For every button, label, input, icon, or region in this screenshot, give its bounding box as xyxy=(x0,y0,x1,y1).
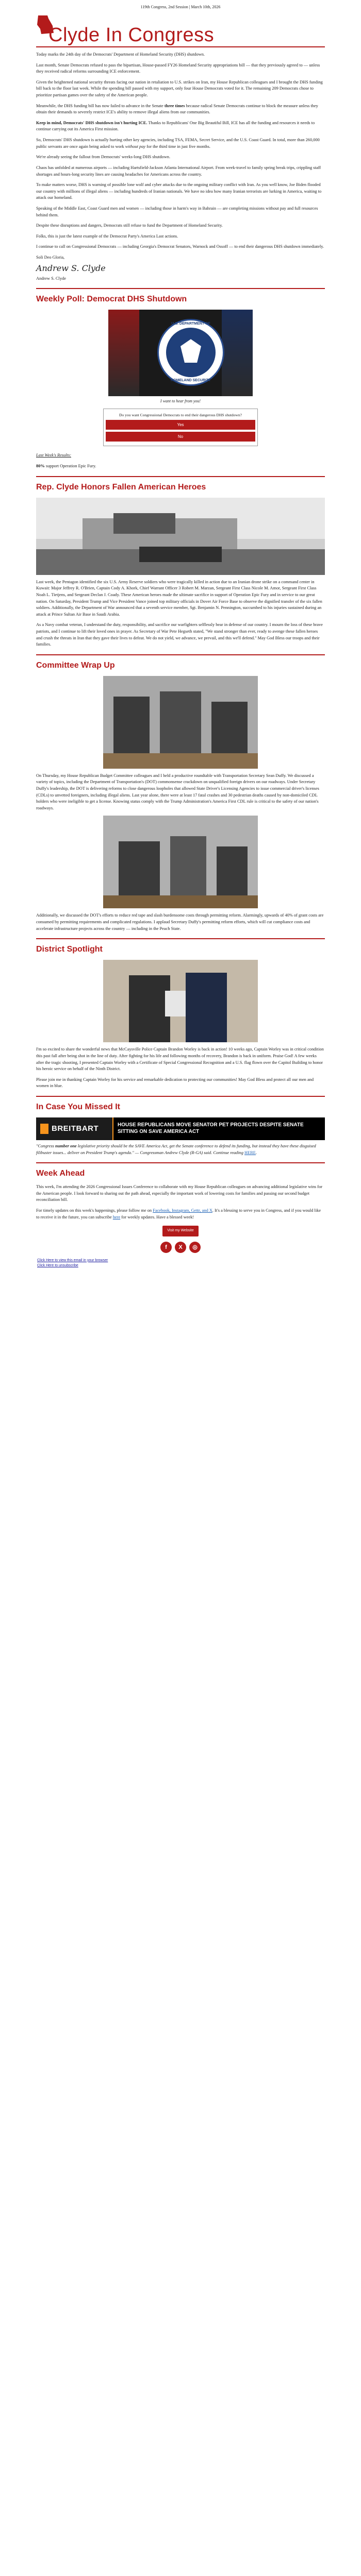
district-section xyxy=(36,938,325,1090)
visit-website-button[interactable]: Visit my Website xyxy=(162,1226,199,1236)
heroes-section xyxy=(36,476,325,648)
unsubscribe-link[interactable]: Click Here to unsubscribe xyxy=(37,1264,78,1268)
eagle-icon xyxy=(180,339,201,363)
intro-paragraph: We're already seeing the fallout from Democrats' weeks-long DHS shutdown. xyxy=(36,155,171,160)
poll-yes-button[interactable]: Yes xyxy=(106,420,255,430)
missed-section xyxy=(36,1096,325,1156)
week-ahead-paragraph: This week, I'm attending the 2026 Congressional Issues Conference to collaborate with my House Republican colleagues on advancing additional legislative wins for the American people. I look forward to sharing out the path ahead, especially the important work of lowering costs for families and passing our second budget reconciliation bill. xyxy=(36,1184,323,1202)
last-week-results: 80% support Operation Epic Fury. xyxy=(36,464,96,469)
intro-letter xyxy=(36,52,325,282)
intro-paragraph: Speaking of the Middle East, Coast Guard men and women — including those in harm's way in Bahrain — are completing missions without pay and full resources behind them. xyxy=(36,206,318,217)
section-title: District Spotlight xyxy=(36,938,325,956)
district-paragraph: I'm so excited to share the wonderful news that McCaysville Police Captain Brandon Worley is back in action! 10 weeks ago, Captain Worley was in critical condition this past fall after being shot in the line of duty. After fighting for his life and following months of recovery, Brandon is back in uniform. Praise God! A few weeks after the tragic shooting, I presented Captain Worley with a Certificate of Special Congressional Recognition and a U.S. flag flown over the Capitol Building to honor his heroic service on behalf of the Ninth District. xyxy=(36,1047,324,1072)
social-links[interactable]: Facebook, Instagram, Gettr, and X xyxy=(153,1208,212,1213)
intro-paragraph: So, Democrats' DHS shutdown is actually hurting other key agencies, including TSA, FEMA, Secret Service, and the U.S. Coast Guard. In total, more than 260,000 public servants are once again being asked to work without pay for the third time in just five months. xyxy=(36,138,320,149)
district-paragraph: Please join me in thanking Captain Worley for his service and remarkable dedication to protecting our communities! May God Bless and protect all our men and women in blue. xyxy=(36,1077,314,1089)
dhs-seal-icon: U.S. DEPARTMENT OF HOMELAND SECURITY xyxy=(157,319,224,386)
intro-paragraph: Folks, this is just the latest example of the Democrat Party's America Last actions. xyxy=(36,233,178,239)
closing-line: Soli Deo Gloria, xyxy=(36,255,65,260)
section-title: Rep. Clyde Honors Fallen American Heroes xyxy=(36,476,325,494)
budget-roundtable-photo xyxy=(103,676,258,769)
intro-paragraph: Today marks the 24th day of the Democrats' Department of Homeland Security (DHS) shutdown. xyxy=(36,52,205,57)
intro-paragraph: Last month, Senate Democrats refused to pass the bipartisan, House-passed FY26 Homeland Security appropriations bill — that they previously agreed to — unless they received radical reforms surrounding ICE enforcement. xyxy=(36,62,320,74)
view-in-browser-link[interactable]: Click Here to view this email in your browser xyxy=(37,1258,108,1262)
last-week-results-label: Last Week's Results: xyxy=(36,453,72,458)
continue-reading-link[interactable]: HERE xyxy=(244,1150,256,1155)
section-title: Weekly Poll: Democrat DHS Shutdown xyxy=(36,288,325,306)
intro-paragraph: Keep in mind, Democrats' DHS shutdown isn't hurting ICE. Thanks to Republicans' One Big Beautiful Bill, ICE has all the funding and resources it needs to continue carrying out its America First mission. xyxy=(36,120,315,132)
week-ahead-paragraph: For timely updates on this week's happenings, please follow me on Facebook, Instagram, Gettr, and X. It's a blessing to serve you in Congress, and if you would like to receive it in the future, you can subscribe here for weekly updates. Have a blessed week! xyxy=(36,1208,321,1219)
poll-section xyxy=(36,288,325,469)
intro-paragraph: Meanwhile, the DHS funding bill has now failed to advance in the Senate three times because radical Senate Democrats continue to block the measure unless they obtain their demands to severely restrict ICE's ability to remove illegal aliens from our communities. xyxy=(36,103,318,115)
author-name: Andrew S. Clyde xyxy=(36,276,66,281)
intro-paragraph: I continue to call on Congressional Democrats — including Georgia's Democrat Senators, Warnock and Ossoff — to end their dangerous DHS shutdown immediately. xyxy=(36,244,324,249)
footer xyxy=(36,1258,325,1269)
x-icon[interactable]: X xyxy=(175,1242,186,1253)
dignified-transfer-photo xyxy=(36,498,325,575)
intro-paragraph: To make matters worse, DHS is warning of possible lone wolf and cyber attacks due to the ongoing military conflict with Iran. As you well know, Joe Biden flooded our country with millions of illegal aliens — including hundreds of Iranian nationals. We have no idea how many Iranian terrorists are lurking in America, waiting to attack our homeland. xyxy=(36,182,322,200)
intro-paragraph: Despite these disruptions and dangers, Democrats still refuse to fund the Department of Homeland Security. xyxy=(36,223,223,228)
handwritten-signature: Andrew S. Clyde xyxy=(36,263,106,273)
committee-paragraph: On Thursday, my House Republican Budget Committee colleagues and I held a productive roundtable with Transportation Secretary Sean Duffy. We discussed a variety of topics, including the Department of Transportation's (DOT) commonsense crackdown on unqualified foreign drivers on our roadways. Under Secretary Duffy's leadership, the DOT is delivering reforms to close dangerous loopholes that allowed State Driver's Licensing Agencies to issue commercial driver's licenses (CDLs) to unvetted foreigners, including illegal aliens. Last year alone, there were at least 17 fatal crashes and 30 pedestrian deaths caused by non-domiciled CDL holders who were ineligible to get a license. Knowing status comply with the Trump Administration's America First CDL rule is critical to the safety of our nation's roadways. xyxy=(36,773,319,810)
article-headline: HOUSE REPUBLICANS MOVE SENATOR PET PROJECTS DESPITE SENATE SITTING ON SAVE AMERICA ACT xyxy=(118,1122,304,1134)
masthead xyxy=(36,12,325,45)
newsletter xyxy=(36,0,325,1269)
image-caption: I want to hear from you! xyxy=(160,399,201,404)
committee-hearing-photo xyxy=(103,816,258,908)
captain-worley-photo xyxy=(103,960,258,1042)
instagram-icon[interactable]: ◎ xyxy=(189,1242,201,1253)
flag-decoration xyxy=(108,310,139,396)
flag-decoration xyxy=(222,310,253,396)
issue-line: 119th Congress, 2nd Session | March 10th, 2026 xyxy=(140,5,221,9)
section-title: Committee Wrap Up xyxy=(36,654,325,672)
breitbart-article-banner[interactable] xyxy=(36,1117,325,1140)
poll-no-button[interactable]: No xyxy=(106,432,255,442)
subscribe-link[interactable]: here xyxy=(112,1214,121,1219)
breitbart-mark-icon xyxy=(40,1124,48,1134)
committee-paragraph: Additionally, we discussed the DOT's efforts to reduce red tape and slash burdensome costs through permitting reform. Alarmingly, upwards of 40% of grant costs are consumed by permitting requirements and complicated regulations. I applaud Secretary Duffy's permitting reform efforts, which will cut compliance costs and accelerate infrastructure projects across the country — including in the Peach State. xyxy=(36,913,324,931)
section-title: In Case You Missed It xyxy=(36,1096,325,1113)
heroes-paragraph: Last week, the Pentagon identified the six U.S. Army Reserve soldiers who were tragically killed in action due to an Iranian drone strike on a command center in Kuwait: Major Jeffrey R. O'Brien, Captain Cody A. Khork, Chief Warrant Officer 3 Robert M. Marzan, Sergeant First Class Nicole M. Amor, Sergeant First Class Noah L. Tietjens, and Sergeant Declan J. Coady. These American heroes made the ultimate sacrifice in support of Operation Epic Fury and in service to our great nation. On Saturday, President Trump and Vice President Vance joined top military officials in Dover Air Force Base to observe the dignified transfer of the six fallen soldiers. Additionally, the Department of War announced that a seventh service member, Sgt. Benjamin N. Pennington, succumbed to his injuries sustained during an attack at Prince Sultan Air Base in Saudi Arabia. xyxy=(36,579,322,617)
section-title: Week Ahead xyxy=(36,1162,325,1180)
week-ahead-section xyxy=(36,1162,325,1253)
heroes-paragraph: As a Navy combat veteran, I understand the duty, responsibility, and sacrifice our warfighters selflessly bear in defense of our country. I mourn the loss of these brave patriots, and I continue to lift their loved ones in prayer. As Secretary of War Pete Hegseth stated, "We stand stronger than ever, ready to avenge these fallen heroes and crush the threats in Iran that they gave their lives to defeat. We do not yield, we advance, we prevail, and this we'll defend." May God Bless our troops and their families. xyxy=(36,622,323,647)
social-icons xyxy=(36,1242,325,1253)
intro-paragraph: Given the heightened national security threats facing our nation in retaliation to U.S. strikes on Iran, my House Republican colleagues and I brought the DHS funding bill back to the floor last week. While the spending bill passed with my support, only four House Democrats voted for it. The remaining 209 Democrats chose to prioritize partisan games over the safety of the American people. xyxy=(36,79,323,98)
signature-block xyxy=(36,255,325,282)
article-quote: "Congress number one legislative priority should be the SAVE America Act, get the Senate conference to defend its funding, but instead they have these disguised filibuster issues... deliver on President Trump's agenda." — Congressman Andrew Clyde (R-GA) said. Continue reading HERE. xyxy=(36,1143,316,1155)
poll-question: Do you want Congressional Democrats to end their dangerous DHS shutdown? xyxy=(119,413,242,418)
breitbart-logo: BREITBART xyxy=(36,1117,113,1140)
dhs-seal-image xyxy=(108,310,253,396)
intro-paragraph: Chaos has unfolded at numerous airports — including Hartsfield-Jackson Atlanta International Airport. From week-travel to family spring break trips, crippling staff shortages and hours-long security lines are causing headaches for Americans across the country. xyxy=(36,165,321,177)
facebook-icon[interactable]: f xyxy=(160,1242,172,1253)
newsletter-title: Clyde In Congress xyxy=(48,24,215,46)
committee-section xyxy=(36,654,325,932)
poll-widget xyxy=(103,409,258,446)
